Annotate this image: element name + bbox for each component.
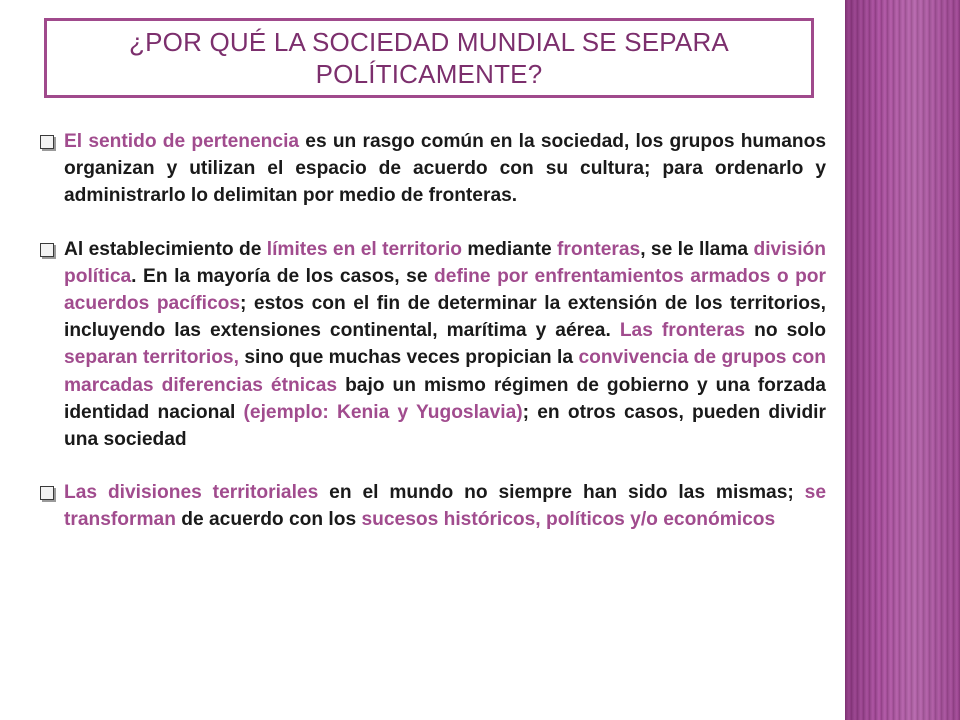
paragraph-2-segment: sino que muchas veces propician la <box>238 347 579 369</box>
slide-content <box>38 128 826 560</box>
paragraph-2-segment: separan territorios, <box>64 347 239 369</box>
paragraph-3-segment: en el mundo no siempre han sido las mismas; <box>318 482 805 504</box>
paragraph-2-segment: no solo <box>745 320 827 342</box>
bullet-paragraph-2 <box>38 236 826 454</box>
paragraph-3-segment: Las divisiones territoriales <box>64 482 319 504</box>
checkbox-bullet-icon <box>40 135 54 149</box>
decorative-side-band <box>845 0 960 720</box>
paragraph-2-segment: bajo un mismo régimen de gobierno y una forzada identidad nacional <box>64 374 826 423</box>
paragraph-2-segment: convivencia de grupos con marcadas diferencias étnicas <box>64 347 826 396</box>
paragraph-3-segment: sucesos históricos, políticos y/o económicos <box>361 509 776 531</box>
paragraph-2-segment: ; en otros casos, pueden dividir una sociedad <box>64 401 826 451</box>
bullet-paragraph-1 <box>38 128 826 210</box>
paragraph-3-segment: de acuerdo con los <box>175 509 362 531</box>
slide-title: ¿POR QUÉ LA SOCIEDAD MUNDIAL SE SEPARA POLÍTICAMENTE? <box>129 27 729 89</box>
paragraph-1-segment: El sentido de pertenencia <box>64 131 300 152</box>
paragraph-1-segment: es un rasgo común en la sociedad, los grupos humanos organizan y utilizan el espacio de acuerdo con su cultura; para ordenarlo y administrarlo lo delimitan por medio de fronteras. <box>64 131 826 207</box>
title-box <box>44 18 814 98</box>
paragraph-2-segment: , se le llama <box>640 238 754 260</box>
paragraph-2-segment: . En la mayoría de los casos, se <box>131 265 435 287</box>
paragraph-2-segment: fronteras <box>557 238 641 260</box>
paragraph-2-segment: define por enfrentamientos armados o por acuerdos pacíficos <box>64 265 826 315</box>
paragraph-2-segment: división política <box>64 238 826 287</box>
paragraph-2-segment: límites en el territorio <box>266 238 463 260</box>
checkbox-bullet-icon <box>40 243 54 257</box>
paragraph-2-segment: Al establecimiento de <box>64 238 267 260</box>
paragraph-2-segment: Las fronteras <box>619 320 746 342</box>
checkbox-bullet-icon <box>40 486 54 500</box>
paragraph-3-segment: se transforman <box>64 482 826 531</box>
bullet-paragraph-3 <box>38 479 826 533</box>
paragraph-2-segment: mediante <box>462 238 558 260</box>
paragraph-2-segment: (ejemplo: Kenia y Yugoslavia) <box>243 401 523 423</box>
paragraph-2-segment: ; estos con el fin de determinar la extensión de los territorios, incluyendo las extensiones continental, marítima y aérea. <box>64 293 826 342</box>
